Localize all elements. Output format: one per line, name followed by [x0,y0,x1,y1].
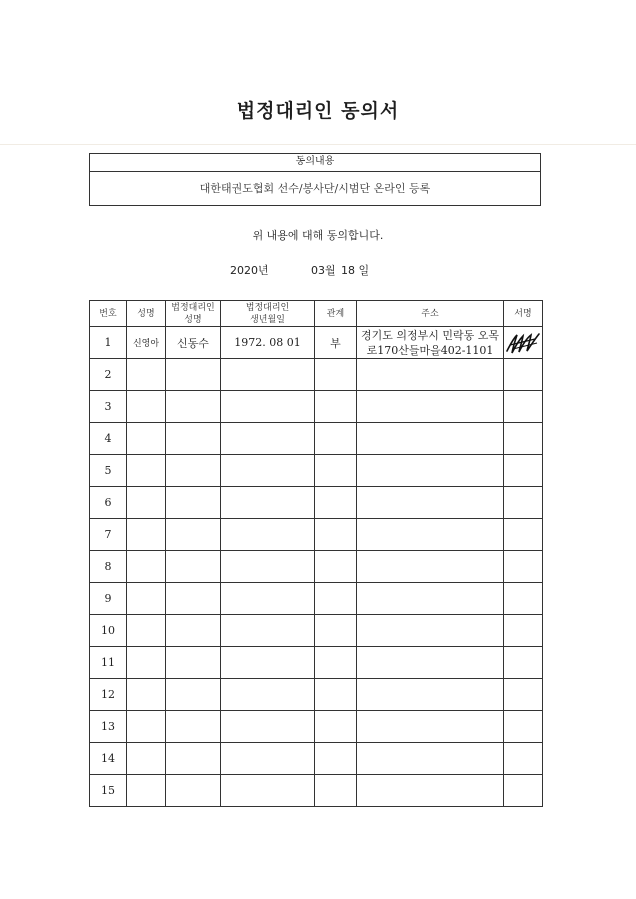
cell-signature [504,519,543,551]
cell-name [127,519,166,551]
cell-guardian-birth [221,487,315,519]
header-guardian-name: 법정대리인 성명 [166,301,221,327]
cell-guardian-birth [221,391,315,423]
table-row [90,551,543,583]
divider [0,144,636,145]
cell-guardian-birth [221,647,315,679]
table-row [90,487,543,519]
agree-statement: 위 내용에 대해 동의합니다. [252,229,384,242]
cell-name [127,583,166,615]
cell-name [127,359,166,391]
table-row [90,359,543,391]
handwritten-signature [505,329,541,357]
cell-relation [315,743,357,775]
cell-name: 신영아 [127,327,166,359]
table-row [90,775,543,807]
table-row [90,519,543,551]
cell-guardian-birth [221,551,315,583]
cell-no: 1 [90,327,127,359]
cell-guardian-birth [221,423,315,455]
cell-relation [315,359,357,391]
consent-box [89,153,541,206]
date-day: 18 일 [341,264,370,277]
header-guardian-birth: 법정대리인 생년월일 [221,301,315,327]
cell-guardian-birth [221,615,315,647]
table-row [90,327,543,359]
cell-no: 13 [90,711,127,743]
cell-address [357,583,504,615]
cell-address [357,519,504,551]
date-year: 2020년 [230,264,269,277]
cell-name [127,455,166,487]
cell-guardian-name [166,647,221,679]
cell-guardian-birth [221,711,315,743]
table-row [90,711,543,743]
table-header-row [90,301,543,327]
cell-guardian-birth [221,775,315,807]
cell-name [127,551,166,583]
cell-signature [504,327,543,359]
cell-guardian-name [166,775,221,807]
cell-signature [504,679,543,711]
cell-guardian-birth [221,455,315,487]
cell-guardian-name [166,615,221,647]
cell-relation [315,487,357,519]
cell-no: 2 [90,359,127,391]
cell-no: 5 [90,455,127,487]
cell-name [127,743,166,775]
table-row [90,679,543,711]
cell-signature [504,615,543,647]
cell-address [357,391,504,423]
consent-heading: 동의내용 [90,154,540,172]
header-address: 주소 [357,301,504,327]
cell-address [357,423,504,455]
cell-address [357,359,504,391]
cell-relation [315,615,357,647]
cell-signature [504,455,543,487]
cell-signature [504,583,543,615]
cell-name [127,679,166,711]
cell-address [357,551,504,583]
cell-relation [315,455,357,487]
cell-no: 12 [90,679,127,711]
cell-address [357,487,504,519]
cell-guardian-birth [221,743,315,775]
cell-guardian-name [166,391,221,423]
cell-no: 14 [90,743,127,775]
cell-address [357,647,504,679]
table-row [90,647,543,679]
table-row [90,615,543,647]
cell-relation [315,583,357,615]
cell-guardian-name [166,423,221,455]
cell-no: 3 [90,391,127,423]
cell-no: 10 [90,615,127,647]
cell-guardian-name [166,359,221,391]
cell-guardian-name [166,583,221,615]
cell-no: 8 [90,551,127,583]
guardian-table [89,300,543,807]
cell-signature [504,647,543,679]
header-name: 성명 [127,301,166,327]
cell-guardian-name [166,519,221,551]
cell-name [127,615,166,647]
cell-relation [315,391,357,423]
cell-guardian-birth [221,519,315,551]
table-row [90,583,543,615]
cell-guardian-name [166,679,221,711]
cell-address [357,711,504,743]
cell-name [127,391,166,423]
cell-name [127,423,166,455]
cell-no: 15 [90,775,127,807]
header-signature: 서명 [504,301,543,327]
cell-signature [504,423,543,455]
header-no: 번호 [90,301,127,327]
cell-guardian-name [166,455,221,487]
table-row [90,391,543,423]
cell-address: 경기도 의정부시 민락동 오목로170산들마을402-1101 [357,327,504,359]
header-relation: 관계 [315,301,357,327]
cell-relation [315,551,357,583]
cell-name [127,487,166,519]
date-month: 03월 [311,264,336,277]
cell-guardian-name [166,743,221,775]
table-row [90,455,543,487]
cell-relation [315,679,357,711]
cell-name [127,775,166,807]
cell-guardian-name [166,487,221,519]
cell-address [357,615,504,647]
cell-address [357,679,504,711]
cell-relation [315,423,357,455]
cell-relation [315,775,357,807]
cell-signature [504,487,543,519]
cell-guardian-birth [221,583,315,615]
cell-guardian-name: 신동수 [166,327,221,359]
cell-guardian-name [166,551,221,583]
cell-no: 7 [90,519,127,551]
cell-guardian-birth [221,679,315,711]
table-row [90,423,543,455]
cell-guardian-birth [221,359,315,391]
consent-content: 대한태권도협회 선수/봉사단/시범단 온라인 등록 [199,182,431,195]
cell-relation [315,647,357,679]
cell-address [357,775,504,807]
cell-address [357,743,504,775]
cell-relation [315,711,357,743]
table-body [90,327,543,807]
cell-name [127,647,166,679]
cell-signature [504,743,543,775]
cell-address [357,455,504,487]
cell-no: 9 [90,583,127,615]
table-row [90,743,543,775]
cell-relation: 부 [315,327,357,359]
cell-signature [504,551,543,583]
cell-signature [504,391,543,423]
cell-signature [504,775,543,807]
cell-no: 11 [90,647,127,679]
cell-signature [504,711,543,743]
cell-name [127,711,166,743]
cell-no: 4 [90,423,127,455]
cell-relation [315,519,357,551]
cell-guardian-name [166,711,221,743]
cell-guardian-birth: 1972. 08 01 [221,327,315,359]
cell-signature [504,359,543,391]
cell-no: 6 [90,487,127,519]
page-title: 법정대리인 동의서 [236,100,400,122]
